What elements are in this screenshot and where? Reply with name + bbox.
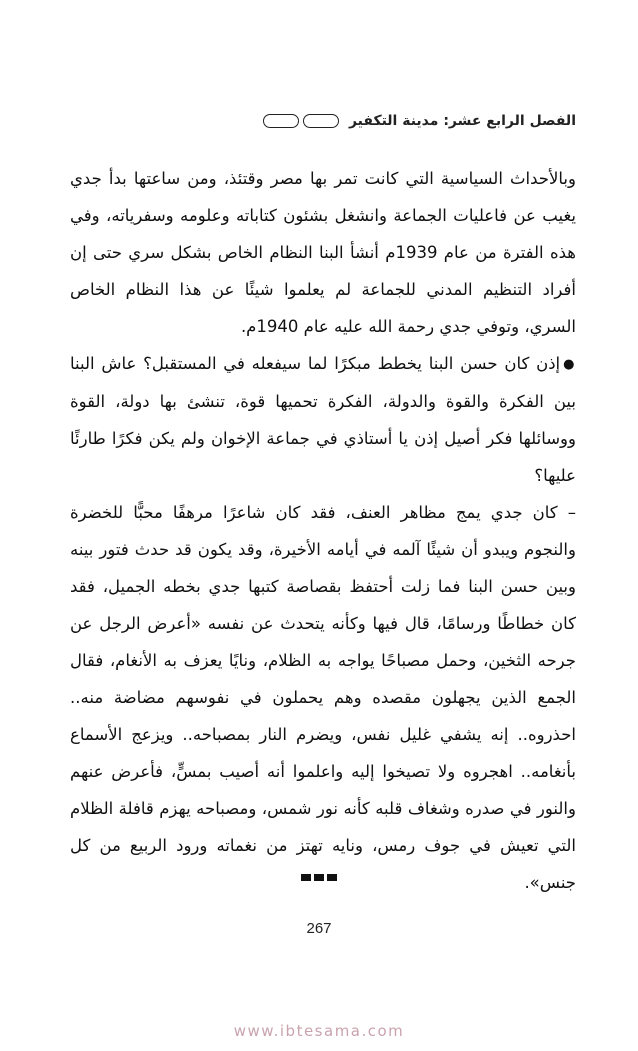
separator-block	[301, 874, 311, 881]
page-header	[70, 108, 576, 134]
paragraph-grandfather-absence	[70, 160, 576, 345]
watermark: www.ibtesama.com	[233, 1022, 405, 1040]
paragraph-text: – كان جدي يمج مظاهر العنف، فقد كان شاعرًا مرهفًا محبًّا للخضرة والنجوم ويبدو أن شيئًا آلمه في أيامه الأخيرة، وقد يكون قد حدث فتور بينه وبين حسن البنا فما زلت أحتفظ بقصاصة كتبها جدي بخطه الجميل، فقد كان خطاطًا ورسامًا، قال فيها وكأنه يتحدث عن نفسه «أعرض الرجل عن جرحه الثخين، وحمل مصباحًا يواجه به الظلام، ونايًا يعزف به الأنغام، فقال الجمع الذين يجهلون مقصده وهم يحملون في نفوسهم مضاضة منه.. احذروه.. إنه يشفي غليل نفس، ويضرم النار بمصباحه.. ويزعج الأسماع بأنغامه.. اهجروه ولا تصيخوا إليه واعلموا أنه أصيب بمسٍّ، فأعرض عنهم والنور في صدره وشغاف قلبه كأنه نور شمس، ومصباحه يهزم قافلة الظلام التي تعيش في جوف رمس، ونايه تهتز من نغماته ورود الربيع من كل جنس».	[70, 503, 576, 892]
page-number: 267	[306, 920, 332, 937]
body-text	[70, 160, 576, 901]
ornament-pill	[303, 114, 339, 128]
paragraph-text: إذن كان حسن البنا يخطط مبكرًا لما سيفعله في المستقبل؟ عاش البنا بين الفكرة والقوة والدولة، الفكرة تحميها قوة، تنشئ بها دولة، القوة ووسائلها فكر أصيل إذن يا أستاذي في جماعة الإخوان ولم يكن فكرًا طارئًا عليها؟	[70, 354, 576, 485]
header-ornament	[263, 114, 339, 128]
paragraph-text: وبالأحداث السياسية التي كانت تمر بها مصر وقتئذ، ومن ساعتها بدأ جدي يغيب عن فاعليات الجماعة وانشغل بشئون كتاباته وعلومه وسفرياته، وفي هذه الفترة من عام 1939م أنشأ البنا النظام الخاص بشكل سري حتى إن أفراد التنظيم المدني للجماعة لم يعلموا شيئًا عن هذا النظام الخاص السري، وتوفي جدي رحمة الله عليه عام 1940م.	[70, 169, 576, 336]
bullet-icon: ●	[563, 357, 577, 372]
ornament-pill	[263, 114, 299, 128]
separator-block	[327, 874, 337, 881]
section-separator	[0, 874, 638, 881]
separator-block	[314, 874, 324, 881]
chapter-title: الفصل الرابع عشر: مدينة التكفير	[348, 113, 576, 129]
paragraph-answer	[70, 494, 576, 901]
paragraph-question	[70, 345, 576, 494]
